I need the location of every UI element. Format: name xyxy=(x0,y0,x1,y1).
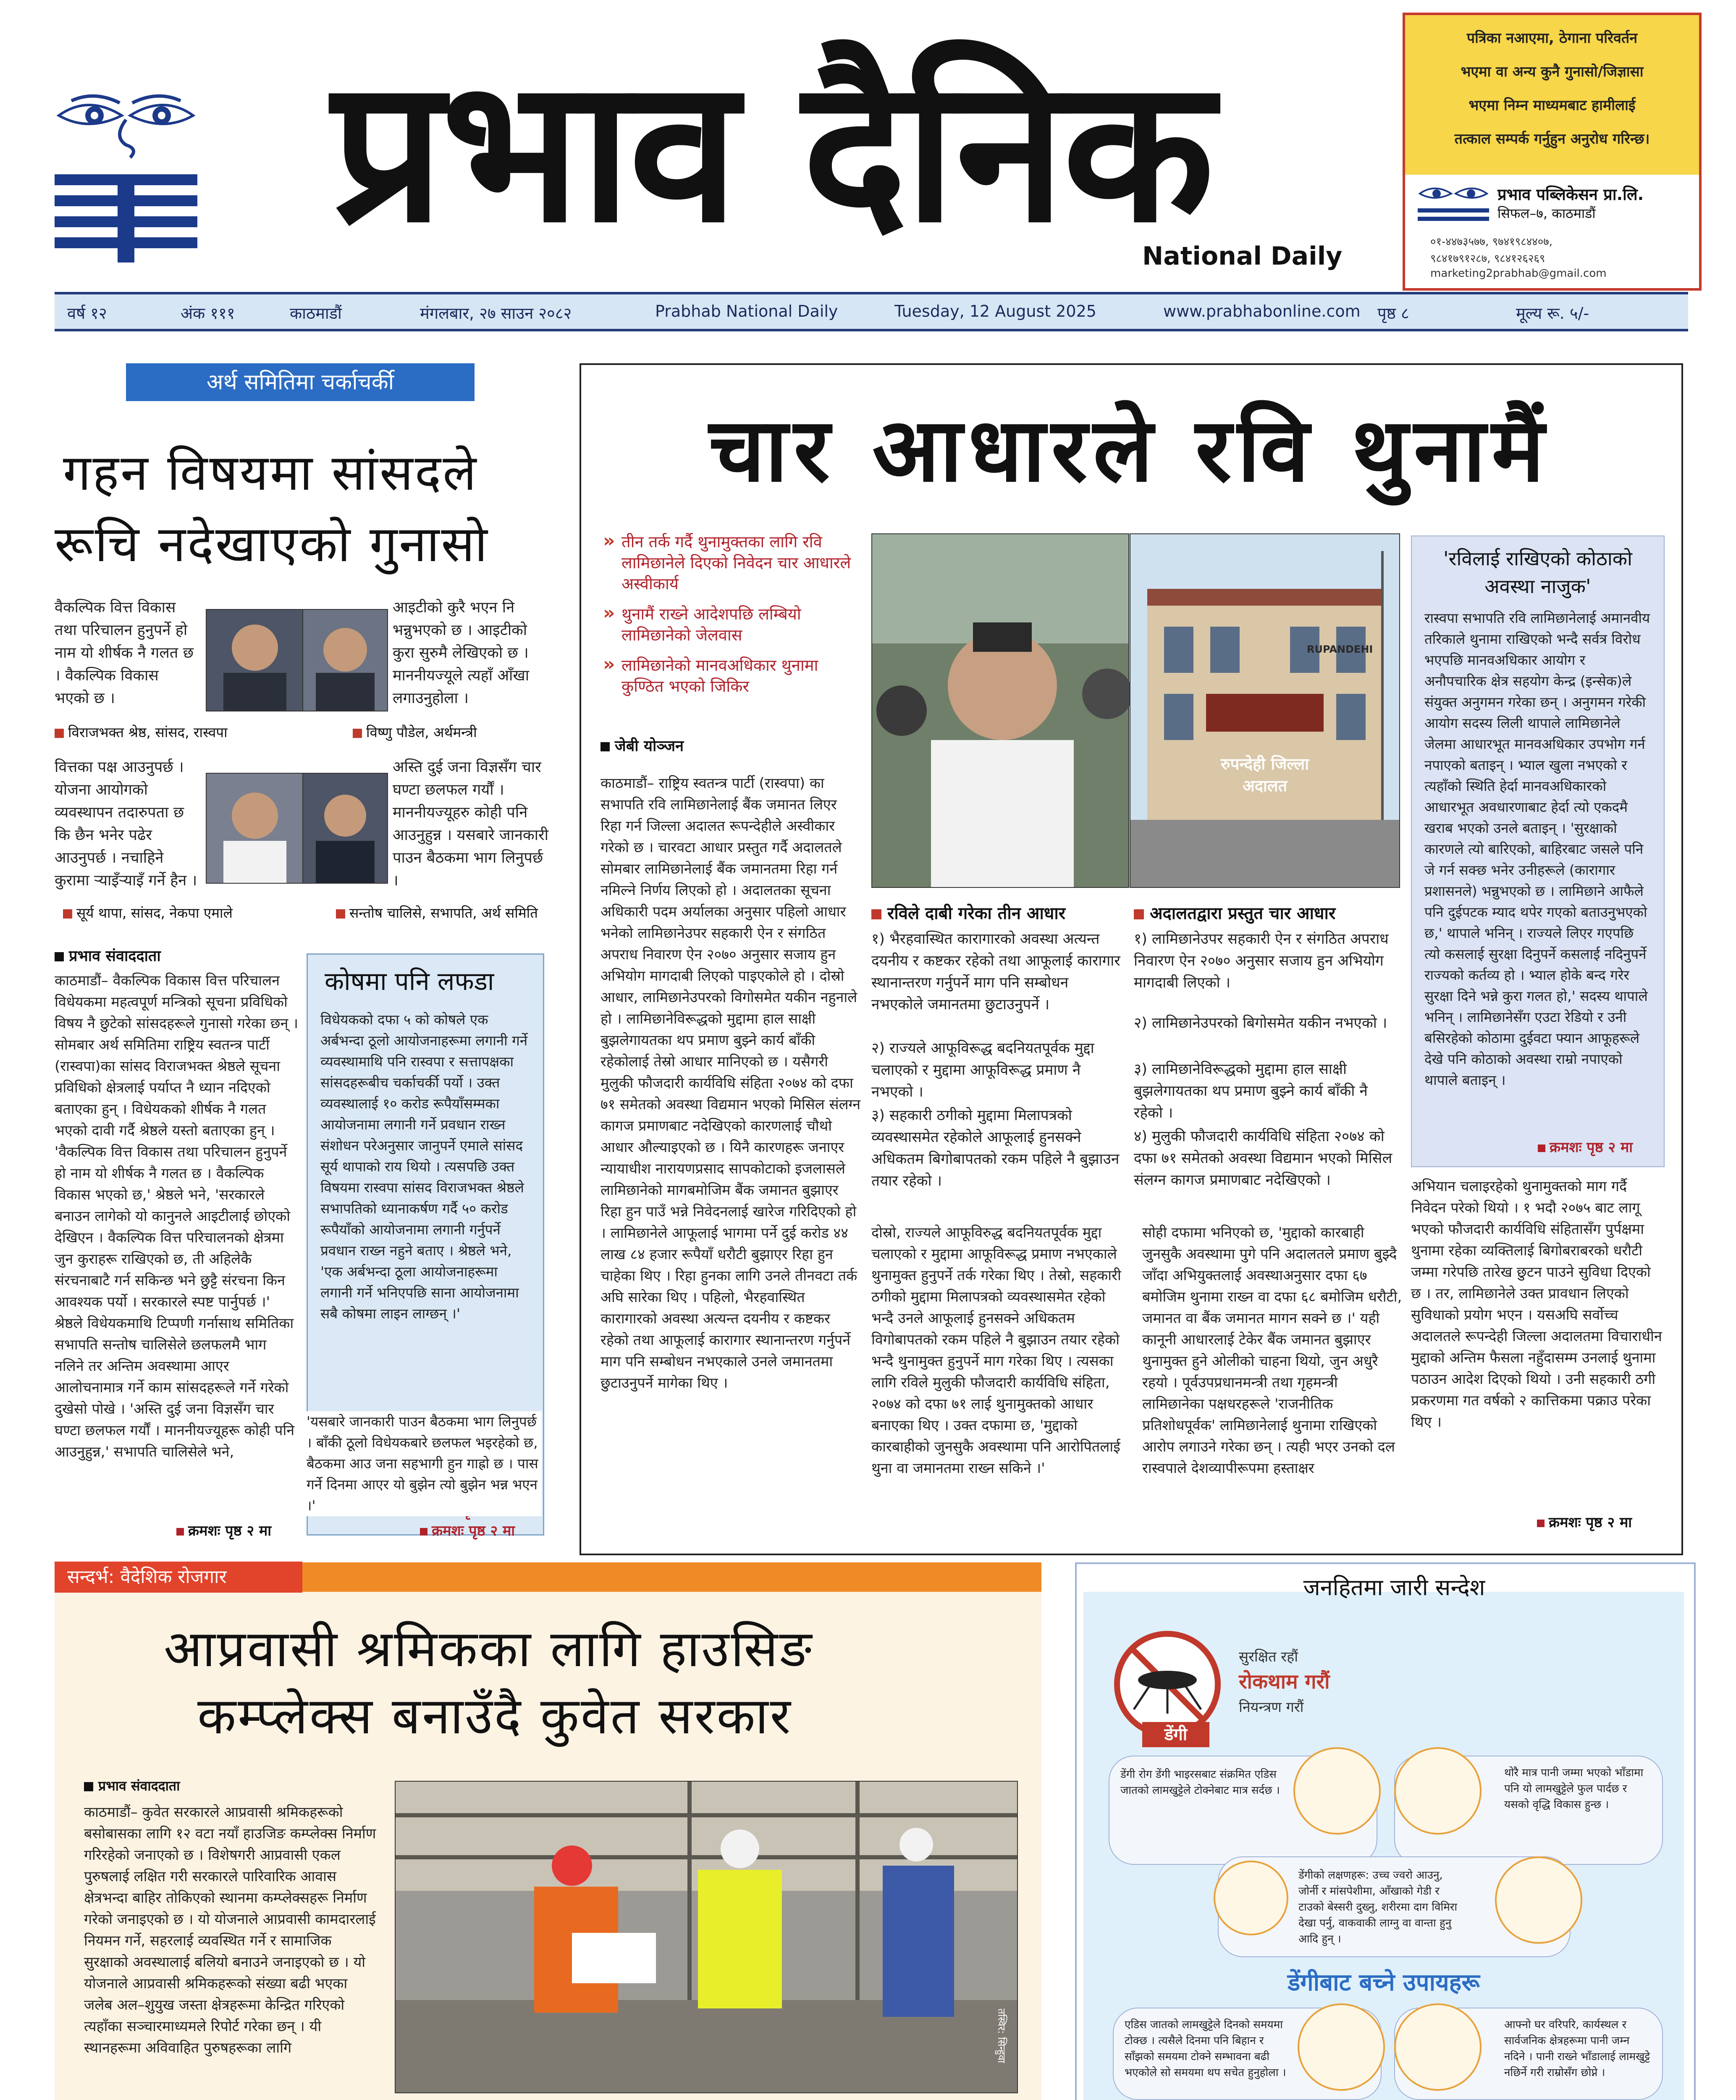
dengue-label: डेंगी xyxy=(1142,1722,1209,1747)
lead-headline: चार आधारले रवि थुनामैं xyxy=(709,398,1550,501)
ad-tip: आफ्नो घर वरिपरि, कार्यस्थल र सार्वजनिक क्षेत्रहरूमा पानी जम्न नदिने । पानी राख्ने भाँडालाई लामखुट्टे नछिर्ने गरी राम्रोसँग छोप्ने । xyxy=(1394,2008,1663,2100)
newspaper-title: प्रभाव दैनिक xyxy=(332,36,1212,266)
section-tag: सन्दर्भ: वैदेशिक रोजगार xyxy=(55,1562,302,1593)
ad-tip: डेंगीको लक्षणहरू: उच्च ज्वरो आउनु, जोर्नी र मांसपेशीमा, आँखाको गेडी र टाउको बेस्सरी दुख्नु, शरीरमा दाग विमिरा देखा पर्नु, वाकवाकी लाग्नु वा वान्ता हुनु आदि हुन् । xyxy=(1218,1856,1571,1957)
page-number: पृष्ठ ८ xyxy=(1377,304,1409,323)
court-sign: रुपन्देही जिल्ला अदालत xyxy=(1220,755,1309,795)
sub-heading-marker-icon xyxy=(871,909,881,919)
quote-text: वित्तका पक्ष आउनुपर्छ । योजना आयोगको व्यवस्थापन तदारुपता छ कि छैन भनेर पढेर आउनुपर्छ । नचाहिने कुरामा ऱ्याइँऱ्याइँ गर्ने हैन । xyxy=(55,759,197,889)
story-tag: अर्थ समितिमा चर्काचर्की xyxy=(126,363,475,401)
caption-marker-icon xyxy=(353,729,362,738)
caption-marker-icon xyxy=(55,729,64,738)
illustration-icon xyxy=(1394,1747,1482,1835)
byline: प्रभाव संवाददाता xyxy=(55,945,161,966)
continue-link[interactable]: क्रमशः पृष्ठ २ मा xyxy=(1537,1512,1632,1531)
byline: प्रभाव संवाददाता xyxy=(84,1777,180,1795)
numbered-item: १) लामिछानेउपर सहकारी ऐन र संगठित अपराध निवारण ऐन २०७० अनुसार सजाय हुन अभियोग मागदाबी लिएको । xyxy=(1134,931,1389,991)
ad-heading: जनहितमा जारी सन्देश xyxy=(1303,1574,1485,1601)
headline-line-1: आप्रवासी श्रमिकका लागि हाउसिङ xyxy=(164,1620,813,1678)
price: मूल्य रू. ५/- xyxy=(1516,304,1589,323)
portrait-photo xyxy=(302,609,388,711)
article-body: सोही दफामा भनिएको छ, 'मुद्दाको कारबाही जुनसुकै अवस्थामा पुगे पनि अदालतले प्रमाण बुझ्दै जाँदा अभियुक्तलाई अवस्थाअनुसार दफा ६७ बमोजिम थुनामा राख्न वा दफा ६८ बमोजिम धरौटी, जमानत वा बैंक जमानत मागन सक्ने छ ।' यही कानूनी आधारलाई टेकेर बैंक जमानत बुझाएर थुनामुक्त हुने ओलीको चाहना थियो, जुन अधुरै रहयो । पूर्वउपप्रधानमन्त्री तथा गृहमन्त्री लामिछानेका पक्षधरहरूले 'राजनीतिक प्रतिशोधपूर्वक' लामिछानेलाई थुनामा राखिएको आरोप लगाउने गरेका छन् । त्यही भएर उनको दल रास्वपाले देशव्यापीरूपमा हस्ताक्षर xyxy=(1142,1224,1402,1477)
ad-slogan: रोकथाम गरौं xyxy=(1239,1670,1330,1693)
illustration-icon xyxy=(1298,2003,1385,2091)
quote-text: आइटीको कुरै भएन नि भन्नुभएको छ । आइटीको कुरा सुरुमै लेखिएको छ । माननीयज्यूले त्यहाँ आँखा लगाउनुहोला । xyxy=(393,599,530,707)
portrait-photo xyxy=(302,773,388,884)
notice-email: marketing2prabhab@gmail.com xyxy=(1430,267,1607,280)
bullet-item: » थुनामैं राख्ने आदेशपछि लम्बियो लामिछानेको जेलवास xyxy=(601,604,861,646)
volume: वर्ष १२ xyxy=(67,304,107,323)
date-bar xyxy=(55,292,1688,331)
caption-marker-icon xyxy=(63,909,72,919)
notice-phones-2: ९८४१७९१२८७, ९८४१२६२६९ xyxy=(1430,252,1545,265)
portrait-photo xyxy=(206,609,304,711)
notice-line-3: भएमा निम्न माध्यमबाट हामीलाई xyxy=(1469,97,1636,114)
byline-marker-icon xyxy=(55,952,64,961)
bullet-item: » लामिछानेको मानवअधिकार थुनामा कुण्ठित भएको जिकिर xyxy=(601,655,861,697)
notice-line-2: भएमा वा अन्य कुनै गुनासो/जिज्ञासा xyxy=(1461,63,1644,80)
ad-tip: थोरै मात्र पानी जम्मा भएको भाँडामा पनि यो लामखुट्टेले फुल पार्दछ र यसको वृद्धि विकास हुन्छ । xyxy=(1394,1756,1663,1865)
photo-caption: सन्तोष चालिसे, सभापति, अर्थ समिति xyxy=(336,903,538,922)
byline-marker-icon xyxy=(601,742,610,751)
byline-marker-icon xyxy=(84,1782,93,1791)
sidebar-box xyxy=(1411,536,1665,1167)
subscriber-notice xyxy=(1403,13,1702,291)
illustration-icon xyxy=(1394,2003,1482,2091)
notice-phones-1: ०१-४४७३५७७, ९७४१९८४४०७, xyxy=(1430,236,1553,248)
notice-publisher: प्रभाव पब्लिकेसन प्रा.लि. xyxy=(1497,185,1644,204)
news-photo xyxy=(871,533,1129,888)
notice-address: सिफल–७, काठमाडौं xyxy=(1497,205,1596,221)
article-body: काठमाडौं– कुवेत सरकारले आप्रवासी श्रमिकहरूको बसोबासका लागि १२ वटा नयाँ हाउजिङ कम्प्लेक्स निर्माण गरिरहेको जनाएको छ । विशेषगरी आप्रवासी एकल पुरुषलाई लक्षित गरी सरकारले पारिवारिक आवास क्षेत्रभन्दा बाहिर तोकिएको स्थानमा कम्प्लेक्सहरू निर्माण गरेको जनाइएको छ । यो योजनाले आप्रवासी कामदारलाई नियमन गर्ने, सहरलाई व्यवस्थित गर्ने र सामाजिक सुरक्षाको अवस्थालाई बलियो बनाउने जनाइएको छ । यो योजनाले आप्रवासी श्रमिकहरूको संख्या बढी भएका जलेब अल–शुयुख जस्ता क्षेत्रहरूमा केन्द्रित गरिएको त्यहाँका सञ्चारमाध्यमले रिपोर्ट गरेका छन् । यी स्थानहरूमा अविवाहित पुरुषहरूका लागि xyxy=(84,1804,376,2056)
ad-tip: डेंगी रोग डेंगी भाइरसबाट संक्रमित एडिस जातको लामखुट्टेले टोक्नेबाट मात्र सर्दछ । xyxy=(1109,1756,1377,1865)
caption-marker-icon xyxy=(336,909,345,919)
ad-tip: एडिस जातको लामखुट्टेले दिनको समयमा टोक्छ । त्यसैले दिनमा पनि बिहान र साँझको समयमा टोक्ने सम्भावना बढी भएकोले सो समयमा थप सचेत हुनुहोला । xyxy=(1113,2008,1382,2100)
quote-text: अस्ति दुई जना विज्ञसँग चार घण्टा छलफल गर्यौं । माननीयज्यूहरु कोही पनि आउनुहुन्न । यसबारे जानकारी पाउन बैठकमा भाग लिनुपर्छ । xyxy=(393,759,548,889)
court-photo xyxy=(1130,533,1400,888)
quote-text: वैकल्पिक वित्त विकास तथा परिचालन हुनुपर्ने हो नाम यो शीर्षक नै गलत छ । वैकल्पिक विकास भएको छ । xyxy=(55,599,194,707)
court-sign-en: RUPANDEHI xyxy=(1307,643,1373,655)
ad-slogan: सुरक्षित रहौं xyxy=(1239,1648,1298,1665)
numbered-item: २) राज्यले आफूविरूद्ध बदनियतपूर्वक मुद्दा चलाएको र मुद्दामा आफूविरूद्ध प्रमाण नै नभएको । xyxy=(871,1040,1094,1100)
photo-caption: विष्णु पौडेल, अर्थमन्त्री xyxy=(353,722,477,741)
paper-name-en: Prabhab National Daily xyxy=(655,302,838,320)
ad-subheading: डेंगीबाट बच्ने उपायहरू xyxy=(1288,1969,1480,1996)
sidebar-heading: 'रविलाई राखिएको कोठाको अवस्था नाजुक' xyxy=(1443,547,1632,598)
continue-marker-icon xyxy=(1538,1144,1545,1152)
sub-heading: रविले दाबी गरेका तीन आधार xyxy=(871,901,1065,924)
numbered-item: २) लामिछानेउपरको बिगोसमेत यकीन नभएको । xyxy=(1134,1015,1387,1032)
headline-line-2: रूचि नदेखाएको गुनासो xyxy=(55,515,489,573)
sidebar-heading: कोषमा पनि लफडा xyxy=(325,967,494,996)
continue-marker-icon xyxy=(420,1528,427,1536)
issue-number: अंक १११ xyxy=(181,304,235,323)
continue-link[interactable]: क्रमशः पृष्ठ २ मा xyxy=(420,1520,515,1540)
sidebar-body: रास्वपा सभापति रवि लामिछानेलाई अमानवीय तरिकाले थुनामा राखिएको भन्दै सर्वत्र विरोध भएपछि मानवअधिकार आयोग र अनौपचारिक क्षेत्र सहयोग केन्द्र (इन्सेक)ले संयुक्त अनुगमन गरेका छन् । अनुगमन गरेकी आयोग सदस्य लिली थापाले लामिछानेले जेलमा आधारभूत मानवअधिकार उपभोग गर्न नपाएको बताइन् । भ्याल खुला नभएको र त्यहाँको स्थिति हेर्दा मानवअधिकारको आधारभूत अवधारणाबाट हेर्दा त्यो एकदमै खराब भएको उनले बताइन् । 'सुरक्षाको कारणले त्यो बारिएको, बाहिरबाट जसले पनि जे गर्न सक्छ भनेर उनीहरूले (कारागार प्रशासनले) भन्नुभएको छ । लामिछाने आफैले पनि दुईपटक म्याद थपेर गएको बताउनुभएको छ,' थापाले भनिन् । राज्यले लिएर गएपछि त्यो कसलाई सुरक्षा दिनुपर्ने कसलाई नदिनुपर्ने राज्यको कर्तव्य हो । भ्याल होके बन्द गरेर सुरक्षा दिने भन्ने कुरा गलत हो,' सदस्य थापाले भनिन् । लामिछानेसँग एउटा रेडियो र उनी बसिरहेको कोठामा दुईवटा फ्यान आफूहरूले देखे पनि कोठाको अवस्था राम्रो नपाएको थापाले बताइन् । xyxy=(1424,610,1650,1088)
date-english: Tuesday, 12 August 2025 xyxy=(894,302,1096,320)
notice-line-4: तत्काल सम्पर्क गर्नुहुन अनुरोध गरिन्छ। xyxy=(1454,131,1650,147)
sidebar-body: विधेयकको दफा ५ को कोषले एक अर्बभन्दा ठूलो आयोजनाहरूमा लगानी गर्ने व्यवस्थामाथि पनि रास्वपा र सत्तापक्षका सांसदहरूबीच चर्काचर्की पर्यो । उक्त व्यवस्थालाई १० करोड रूपैयाँसम्मका आयोजनामा लगानी गर्ने प्रवधान राख्न संशोधन परेअनुसार जानुपर्ने एमाले सांसद सूर्य थापाको राय थियो । त्यसपछि उक्त विषयमा रास्वपा सांसद विराजभक्त श्रेष्ठले सभापतिको ध्यानाकर्षण गर्दै ५० करोड रूपैयाँको आयोजनामा लगानी गर्नुपर्ने प्रवधान राख्न नहुने बताए । श्रेष्ठले भने, 'एक अर्बभन्दा ठूला आयोजनाहरूमा लगानी गर्ने भनिएपछि साना आयोजनामा सबै कोषमा लाइन लाग्छन् ।' xyxy=(320,1011,528,1322)
news-photo xyxy=(395,1781,1018,2093)
portrait-photo xyxy=(206,773,304,884)
illustration-icon xyxy=(1214,1861,1288,1935)
ad-slogan: नियन्त्रण गरौं xyxy=(1239,1699,1304,1716)
numbered-item: ४) मुलुकी फौजदारी कार्यविधि संहिता २०७४ को दफा ७१ समेतको अवस्था विद्यमान भएको मिसिल संलग्न कागज प्रमाणबाट नदेखिएको । xyxy=(1134,1128,1392,1189)
notice-line-1: पत्रिका नआएमा, ठेगाना परिवर्तन xyxy=(1466,30,1638,47)
date-nepali: मंगलबार, २७ साउन २०८२ xyxy=(420,304,572,323)
article-body: दोस्रो, राज्यले आफूविरुद्ध बदनियतपूर्वक मुद्दा चलाएको र मुद्दामा आफूविरूद्ध प्रमाण नभएकाले थुनामुक्त हुनुपर्ने तर्क गरेका थिए । तेस्रो, सहकारी ठगीको मुद्दामा मिलापत्रको व्यवस्थासमेत रहेको भन्दै उनले आफूलाई हुनसक्ने अधिकतम विगोबापतको रकम पहिले नै बुझाउन तयार रहेको भन्दै थुनामुक्त हुनुपर्ने माग गरेका थिए । त्यसका लागि रविले मुलुकी फौजदारी कार्यविधि संहिता, २०७४ को दफा ७१ लाई थुनामुक्तको आधार बनाएका थिए । उक्त दफामा छ, 'मुद्दाको कारबाहीको जुनसुकै अवस्थामा पनि आरोपितलाई थुना वा जमानतमा राख्न सकिने ।' xyxy=(871,1224,1121,1477)
numbered-item: ३) सहकारी ठगीको मुद्दामा मिलापत्रको व्यवस्थासमेत रहेकोले आफूलाई हुनसक्ने अधिकतम बिगोबापतको रकम पहिले नै बुझाउन तयार रहेको । xyxy=(871,1107,1120,1189)
continue-marker-icon xyxy=(176,1528,184,1536)
photo-credit: तस्विर: सिन्हुवा xyxy=(996,2008,1007,2063)
continue-marker-icon xyxy=(1537,1520,1545,1527)
small-eyes-logo-icon xyxy=(1418,181,1489,227)
place: काठमाडौं xyxy=(290,304,342,323)
continue-link[interactable]: क्रमशः पृष्ठ २ मा xyxy=(1538,1137,1633,1156)
newspaper-subtitle: National Daily xyxy=(1142,242,1343,271)
article-body: काठमाडौं– वैकल्पिक विकास वित्त परिचालन विधेयकमा महत्वपूर्ण मन्त्रिको सूचना प्रविधिको विषय नै छुटेको सांसदहरूले गुनासो गरेका छन् । सोमबार अर्थ समितिमा राष्ट्रिय स्वतन्त्र पार्टी (रास्वपा)का सांसद विराजभक्त श्रेष्ठले सूचना प्रविधिको क्षेत्रलाई पर्याप्त नै ध्यान नदिएको बताएका हुन् । विधेयकको शीर्षक नै गलत भएको दावी गर्दै श्रेष्ठले यस्तो बताएका हुन् । 'वैकल्पिक वित्त विकास तथा परिचालन हुनुपर्ने हो नाम यो शीर्षक नै गलत छ । वैकल्पिक विकास भएको छ,' श्रेष्ठले भने, 'सरकारले बनाउन लागेको यो कानुनले आइटीलाई छोएको देखिएन । वैकल्पिक वित्त परिचालनको क्षेत्रमा जुन कुराहरू राखिएको छ, ती अहिलेकै संरचनाबाटै गर्न सकिन्छ भने छुट्टै संरचना किन आवश्यक पर्यो । सरकारले स्पष्ट पार्नुपर्छ ।' श्रेष्ठले विधेयकमाथि टिप्पणी गर्नासाथ समितिका सभापति सन्तोष चालिसेले छलफलमै भाग नलिने तर अन्तिम अवस्थामा आएर आलोचनामात्र गर्ने काम सांसदहरूले गर्ने गरेको दुखेसो पोखे । 'अस्ति दुई जना विज्ञसँग चार घण्टा छलफल गर्यौं । माननीयज्यूहरू कोही पनि आउनुहुन्न,' सभापति चालिसेले भने, xyxy=(55,972,299,1460)
illustration-icon xyxy=(1293,1747,1381,1835)
headline-line-2: कम्प्लेक्स बनाउँदै कुवेत सरकार xyxy=(197,1687,792,1746)
headline-line-1: गहन विषयमा सांसदले xyxy=(63,444,478,501)
website-link[interactable]: www.prabhabonline.com xyxy=(1163,302,1361,320)
article-body: अभियान चलाइरहेको थुनामुक्तको माग गर्दै निवेदन परेको थियो । १ भदौ २०७५ बाट लागू भएको फौजदारी कार्यविधि संहितासँग पुर्पक्षमा थुनामा रहेका व्यक्तिलाई बिगोबराबरको धरौटी जम्मा गरेपछि तारेख छुटन पाउने सुविधा दिएको छ । तर, लामिछानेले उक्त प्रावधान लिएको सुविधाको प्रयोग भएन । यसअघि सर्वोच्च अदालतले रूपन्देही जिल्ला अदालतमा विचाराधीन मुद्दाको अन्तिम फैसला नहुँदासम्म उनलाई थुनामा पठाउन आदेश दिएको थियो । उनी सहकारी ठगी प्रकरणमा गत वर्षको २ कात्तिकमा पक्राउ परेका थिए । xyxy=(1411,1178,1662,1431)
article-body: 'यसबारे जानकारी पाउन बैठकमा भाग लिनुपर्छ । बाँकी ठूलो विधेयकबारे छलफल भइरहेको छ, बैठकमा आउ जना सहभागी हुन गाह्रो छ । पास गर्ने दिनमा आएर यो बुझेन त्यो बुझेन भन्न भएन ।' xyxy=(307,1411,542,1516)
bullet-item: » तीन तर्क गर्दै थुनामुक्तका लागि रवि लामिछानेले दिएको निवेदन चार आधारले अस्वीकार्य xyxy=(601,531,861,594)
article-body: काठमाडौं– राष्ट्रिय स्वतन्त्र पार्टी (रास्वपा) का सभापति रवि लामिछानेलाई बैंक जमानत लिएर रिहा गर्न जिल्ला अदालत रूपन्देहीले अस्वीकार गरेको छ । चारवटा आधार प्रस्तुत गर्दै अदालतले सोमबार लामिछानेलाई बैंक जमानतमा रिहा गर्न नमिल्ने निर्णय लिएको हो । अदालतका सूचना अधिकारी पदम अर्यालका अनुसार पहिलो आधार भनेको लामिछानेउपर सहकारी ऐन र संगठित अपराध निवारण ऐन २०७० अनुसार सजाय हुन अभियोग मागदाबी लिएको पाइएकोले हो । दोस्रो आधार, लामिछानेउपरको विगोसमेत यकीन नहुनाले हो । लामिछानेविरूद्धको मुद्दामा हाल साक्षी बुझलेगायतका थप प्रमाण बुझ्ने कार्य बाँकी रहेकोलाई तेस्रो आधार मानिएको छ । यसैगरी मुलुकी फौजदारी कार्यविधि संहिता २०७४ को दफा ७१ समेतको अवस्था विद्यमान भएको मिसिल संलग्न कागज प्रमाणबाट नदेखिएको कारणलाई चौथो आधार औल्याइएको छ । यिनै कारणहरू जनाएर न्यायाधीश नारायणप्रसाद सापकोटाको इजलासले लामिछानेको मागबमोजिम बैंक जमानत बुझाएर रिहा हुन पाउँ भन्ने निवेदनलाई खारेज गरिदिएको हो । लामिछानेले आफूलाई भागमा पर्ने दुई करोड ४४ लाख ८४ हजार रूपैयाँ धरौटी बुझाएर रिहा हुन चाहेका थिए । रिहा हुनका लागि उनले तीनवटा तर्क अघि सारेका थिए । पहिलो, भैरहवास्थित कारागारको अवस्था अत्यन्त दयनीय र कष्टकर रहेको तथा आफूलाई कारागार स्थानान्तरण गर्नुपर्ने माग पनि सम्बोधन नभएकाले उनले जमानतमा छुटाउनुपर्ने मागेका थिए । xyxy=(601,775,860,1391)
numbered-item: १) भैरहवास्थित कारागारको अवस्था अत्यन्त दयनीय र कष्टकर रहेको तथा आफूलाई कारागार स्थानान्तरण गर्नुपर्ने माग पनि सम्बोधन नभएकोले जमानतमा छुटाउनुपर्ने । xyxy=(871,931,1120,1013)
byline: जेबी योञ्जन xyxy=(601,735,684,756)
eyes-logo-icon xyxy=(55,90,197,262)
continue-link[interactable]: क्रमशः पृष्ठ २ मा xyxy=(176,1520,271,1540)
numbered-item: ३) लामिछानेविरूद्धको मुद्दामा हाल साक्षी बुझलेगायतका थप प्रमाण बुझ्ने कार्य बाँकी नै रहेको । xyxy=(1134,1061,1368,1121)
story-bullets xyxy=(601,531,861,706)
masthead xyxy=(0,0,1736,286)
photo-caption: विराजभक्त श्रेष्ठ, सांसद, रास्वपा xyxy=(55,722,228,741)
photo-caption: सूर्य थापा, सांसद, नेकपा एमाले xyxy=(63,903,233,922)
sub-heading: अदालतद्वारा प्रस्तुत चार आधार xyxy=(1134,901,1335,924)
illustration-icon xyxy=(1495,1856,1582,1944)
sub-heading-marker-icon xyxy=(1134,909,1144,919)
